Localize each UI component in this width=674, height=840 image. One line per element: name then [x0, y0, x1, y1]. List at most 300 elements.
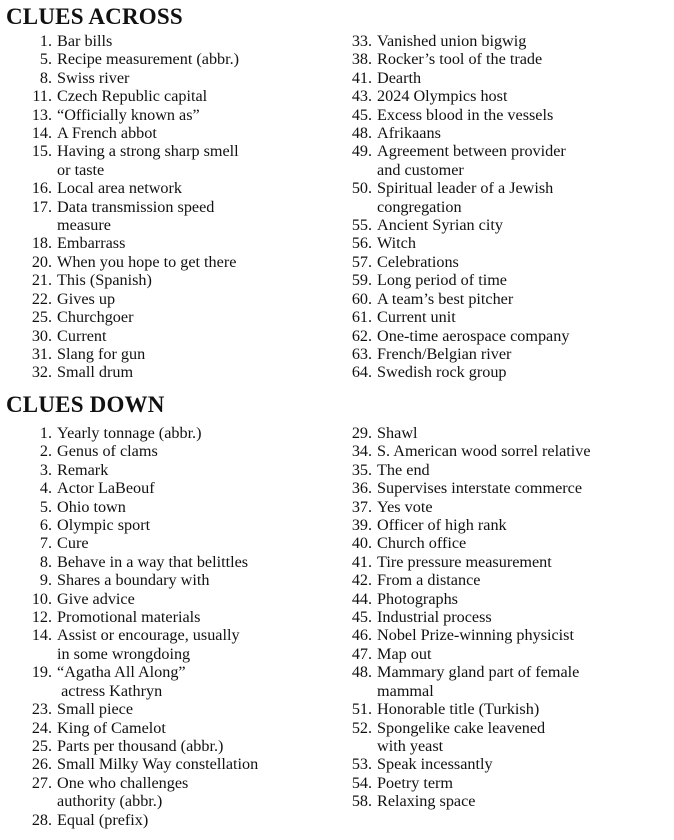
clue-number: 60 — [351, 289, 368, 308]
clue-item — [22, 87, 239, 105]
clue-number: 15 — [31, 142, 48, 161]
clue-text: Spongelike cake leavened — [377, 718, 546, 737]
clue-text: A French abbot — [57, 124, 157, 143]
clue-number-period: . — [368, 718, 373, 737]
clue-text: authority (abbr.) — [57, 792, 163, 811]
clue-continuation — [342, 198, 569, 216]
clue-text: congregation — [377, 197, 462, 216]
clues-down-right-column — [342, 424, 591, 811]
clue-continuation — [342, 682, 591, 700]
clue-item — [22, 461, 258, 479]
clue-number: 40 — [351, 534, 368, 553]
clues-down-left-column — [22, 424, 258, 829]
clue-number-period: . — [48, 87, 53, 106]
clue-text: Equal (prefix) — [57, 810, 149, 829]
clue-number-period: . — [48, 105, 53, 124]
clue-number: 6 — [39, 516, 48, 535]
clue-number-period: . — [48, 571, 53, 590]
clue-number-period: . — [368, 571, 373, 590]
clue-number-period: . — [368, 142, 373, 161]
clue-number-period: . — [48, 460, 53, 479]
clue-number-period: . — [368, 479, 373, 498]
clue-number: 61 — [351, 308, 368, 327]
clue-item — [342, 553, 591, 571]
clue-number: 53 — [351, 755, 368, 774]
clue-number: 63 — [351, 344, 368, 363]
clue-number: 30 — [31, 326, 48, 345]
clue-number: 32 — [31, 363, 48, 382]
clue-item — [342, 290, 569, 308]
clue-item — [22, 479, 258, 497]
clue-text: Witch — [377, 234, 416, 253]
clue-text: Swedish rock group — [377, 363, 507, 382]
clue-item — [22, 234, 239, 252]
clue-text: “Officially known as” — [57, 105, 200, 124]
clue-number-period: . — [48, 608, 53, 627]
clue-text: King of Camelot — [57, 718, 166, 737]
clue-item — [342, 792, 591, 810]
clue-number: 26 — [31, 755, 48, 774]
clue-item — [342, 663, 591, 681]
clue-item — [342, 142, 569, 160]
clue-item — [22, 290, 239, 308]
clue-text: Embarrass — [57, 234, 126, 253]
clue-text: Slang for gun — [57, 344, 146, 363]
clue-text: S. American wood sorrel relative — [377, 442, 591, 461]
clue-number-period: . — [48, 552, 53, 571]
clue-number: 28 — [31, 810, 48, 829]
clue-text: Give advice — [57, 589, 135, 608]
clue-number-period: . — [48, 308, 53, 327]
clue-text: Relaxing space — [377, 792, 476, 811]
clue-text: Afrikaans — [377, 124, 441, 143]
clue-number: 11 — [32, 87, 48, 106]
clue-item — [342, 216, 569, 234]
clue-number-period: . — [48, 424, 53, 442]
clue-text: Nobel Prize-winning physicist — [377, 626, 574, 645]
clue-number: 17 — [31, 197, 48, 216]
clue-item — [22, 737, 258, 755]
clue-number-period: . — [48, 810, 53, 829]
clue-item — [342, 106, 569, 124]
clue-number-period: . — [48, 589, 53, 608]
clue-number: 42 — [351, 571, 368, 590]
clue-text: One who challenges — [57, 773, 189, 792]
clue-number: 14 — [31, 124, 48, 143]
clue-item — [342, 87, 569, 105]
clue-number: 36 — [351, 479, 368, 498]
clue-number — [22, 161, 48, 179]
clue-number-period: . — [368, 442, 373, 461]
clue-number: 48 — [351, 663, 368, 682]
clue-text: Officer of high rank — [377, 516, 507, 535]
clue-item — [22, 308, 239, 326]
clue-text: Poetry term — [377, 773, 454, 792]
clue-number: 7 — [39, 534, 48, 553]
clue-text: in some wrongdoing — [57, 644, 191, 663]
clue-item — [342, 590, 591, 608]
clue-item — [22, 69, 239, 87]
clue-number: 4 — [39, 479, 48, 498]
clue-number: 10 — [31, 589, 48, 608]
clue-number-period: . — [48, 179, 53, 198]
clue-item — [22, 124, 239, 142]
clue-text: Ancient Syrian city — [377, 216, 503, 235]
clue-item — [342, 534, 591, 552]
clue-item — [342, 308, 569, 326]
clue-item — [342, 253, 569, 271]
clue-number-period: . — [368, 700, 373, 719]
clue-number: 18 — [31, 234, 48, 253]
clue-item — [22, 424, 258, 442]
clue-number: 14 — [31, 626, 48, 645]
clue-text: Honorable title (Turkish) — [377, 700, 540, 719]
clue-item — [342, 327, 569, 345]
clue-number: 39 — [351, 516, 368, 535]
clue-text: Czech Republic capital — [57, 87, 208, 106]
clue-item — [342, 69, 569, 87]
clue-text: Vanished union bigwig — [377, 32, 527, 50]
clue-number-period: . — [368, 497, 373, 516]
clue-text: Small piece — [57, 700, 134, 719]
clue-item — [22, 327, 239, 345]
clue-number-period: . — [368, 68, 373, 87]
clue-item — [22, 590, 258, 608]
clue-text: Ohio town — [57, 497, 126, 516]
clue-number: 50 — [351, 179, 368, 198]
clues-down-heading: CLUES DOWN — [6, 392, 165, 417]
clue-number: 54 — [351, 773, 368, 792]
clue-number — [22, 216, 48, 234]
clue-item — [22, 719, 258, 737]
clue-item — [22, 553, 258, 571]
clue-item — [22, 179, 239, 197]
clue-text: Tire pressure measurement — [377, 552, 552, 571]
clues-across-right-column — [342, 32, 569, 382]
clue-number: 5 — [39, 497, 48, 516]
clue-text: Recipe measurement (abbr.) — [57, 50, 240, 69]
clue-number: 38 — [351, 50, 368, 69]
clue-item — [342, 271, 569, 289]
clue-number-period: . — [368, 773, 373, 792]
clue-text: French/Belgian river — [377, 344, 512, 363]
clue-number-period: . — [48, 663, 53, 682]
clue-number — [342, 682, 368, 700]
clue-text: Genus of clams — [57, 442, 158, 461]
clue-item — [22, 755, 258, 773]
clue-number-period: . — [368, 271, 373, 290]
clue-item — [22, 571, 258, 589]
clue-text: Map out — [377, 644, 432, 663]
clue-number: 16 — [31, 179, 48, 198]
clue-text: A team’s best pitcher — [377, 289, 514, 308]
clue-item — [22, 198, 239, 216]
clue-number-period: . — [48, 326, 53, 345]
clue-text: Churchgoer — [57, 308, 134, 327]
clue-text: Shares a boundary with — [57, 571, 210, 590]
clue-item — [22, 50, 239, 68]
clue-number — [22, 682, 48, 700]
clue-text: Olympic sport — [57, 516, 151, 535]
clue-number-period: . — [48, 479, 53, 498]
clue-item — [342, 461, 591, 479]
clue-continuation — [22, 645, 258, 663]
clue-number: 25 — [31, 308, 48, 327]
clue-number-period: . — [48, 142, 53, 161]
clue-text: Mammary gland part of female — [377, 663, 580, 682]
clue-text: Cure — [57, 534, 89, 553]
clue-item — [22, 345, 239, 363]
clue-number: 1 — [39, 424, 48, 442]
clue-text: This (Spanish) — [57, 271, 152, 290]
clue-item — [22, 32, 239, 50]
clue-item — [22, 363, 239, 381]
clue-number-period: . — [368, 344, 373, 363]
clue-number: 37 — [351, 497, 368, 516]
clue-continuation — [342, 161, 569, 179]
clue-number: 45 — [351, 105, 368, 124]
clue-item — [22, 142, 239, 160]
clue-number-period: . — [48, 363, 53, 382]
clue-number-period: . — [368, 308, 373, 327]
clue-number — [22, 645, 48, 663]
clue-text: Yes vote — [377, 497, 433, 516]
clue-number: 8 — [39, 68, 48, 87]
clue-number: 62 — [351, 326, 368, 345]
clue-number: 1 — [39, 32, 48, 50]
clue-number-period: . — [368, 792, 373, 811]
clue-number-period: . — [48, 773, 53, 792]
clue-number: 21 — [31, 271, 48, 290]
clue-number: 46 — [351, 626, 368, 645]
clue-item — [342, 32, 569, 50]
clue-number-period: . — [48, 755, 53, 774]
clue-text: mammal — [377, 681, 434, 700]
clue-text: 2024 Olympics host — [377, 87, 508, 106]
clue-number: 13 — [31, 105, 48, 124]
clue-number: 44 — [351, 589, 368, 608]
clue-text: From a distance — [377, 571, 481, 590]
clue-item — [22, 608, 258, 626]
clue-number: 27 — [31, 773, 48, 792]
clue-number: 9 — [39, 571, 48, 590]
clue-number: 41 — [351, 552, 368, 571]
clue-item — [22, 498, 258, 516]
clue-number: 47 — [351, 644, 368, 663]
clue-number: 23 — [31, 700, 48, 719]
clue-item — [342, 424, 591, 442]
clue-number-period: . — [48, 32, 53, 50]
clue-number-period: . — [48, 534, 53, 553]
clue-number-period: . — [48, 252, 53, 271]
clue-number-period: . — [368, 50, 373, 69]
clue-item — [342, 442, 591, 460]
clue-number-period: . — [368, 32, 373, 50]
clue-number-period: . — [368, 552, 373, 571]
clue-number-period: . — [368, 124, 373, 143]
clue-number: 45 — [351, 608, 368, 627]
clue-item — [342, 774, 591, 792]
clue-text: Small Milky Way constellation — [57, 755, 259, 774]
clue-text: Promotional materials — [57, 608, 201, 627]
clue-text: One-time aerospace company — [377, 326, 570, 345]
clue-number: 51 — [351, 700, 368, 719]
clue-number-period: . — [48, 234, 53, 253]
clue-text: and customer — [377, 160, 464, 179]
clue-item — [22, 626, 258, 644]
clue-number: 25 — [31, 736, 48, 755]
clue-number-period: . — [48, 700, 53, 719]
clue-number-period: . — [48, 718, 53, 737]
clue-text: “Agatha All Along” — [57, 663, 186, 682]
clues-across-heading: CLUES ACROSS — [6, 4, 183, 29]
clue-number-period: . — [368, 289, 373, 308]
clue-text: Swiss river — [57, 68, 130, 87]
clue-number: 31 — [31, 344, 48, 363]
clue-number: 5 — [39, 50, 48, 69]
clues-across-left-column — [22, 32, 239, 382]
clue-number-period: . — [48, 289, 53, 308]
clue-text: Current — [57, 326, 107, 345]
clue-text: Dearth — [377, 68, 422, 87]
clue-number-period: . — [368, 460, 373, 479]
clue-number: 35 — [351, 460, 368, 479]
clue-text: Agreement between provider — [377, 142, 566, 161]
clue-number-period: . — [368, 644, 373, 663]
clue-text: Celebrations — [377, 252, 459, 271]
clue-number: 58 — [351, 792, 368, 811]
clue-number: 41 — [351, 68, 368, 87]
clue-item — [342, 645, 591, 663]
clue-number-period: . — [48, 68, 53, 87]
clue-text: Spiritual leader of a Jewish — [377, 179, 554, 198]
clue-item — [342, 571, 591, 589]
clue-number: 33 — [351, 32, 368, 50]
clue-number: 8 — [39, 552, 48, 571]
clue-number-period: . — [48, 197, 53, 216]
clue-number-period: . — [48, 497, 53, 516]
clue-item — [342, 755, 591, 773]
clue-number-period: . — [368, 424, 373, 442]
clue-item — [342, 608, 591, 626]
clue-number-period: . — [368, 87, 373, 106]
clue-number-period: . — [368, 326, 373, 345]
clue-text: Remark — [57, 460, 109, 479]
clue-number: 57 — [351, 252, 368, 271]
clue-text: Local area network — [57, 179, 182, 198]
clue-item — [342, 345, 569, 363]
clue-number: 29 — [351, 424, 368, 442]
clue-continuation — [22, 792, 258, 810]
clue-text: or taste — [57, 160, 105, 179]
clue-continuation — [22, 682, 258, 700]
clue-text: The end — [377, 460, 430, 479]
clue-continuation — [22, 161, 239, 179]
clue-text: Having a strong sharp smell — [57, 142, 239, 161]
clue-text: actress Kathryn — [57, 681, 163, 700]
clue-number: 19 — [31, 663, 48, 682]
clue-text: Current unit — [377, 308, 456, 327]
clue-number-period: . — [368, 626, 373, 645]
clue-number: 20 — [31, 252, 48, 271]
clue-text: Actor LaBeouf — [57, 479, 155, 498]
clue-number-period: . — [48, 124, 53, 143]
clue-number: 55 — [351, 216, 368, 235]
clue-number: 56 — [351, 234, 368, 253]
clue-text: Small drum — [57, 363, 134, 382]
clue-item — [22, 106, 239, 124]
clue-continuation — [342, 737, 591, 755]
clue-text: Gives up — [57, 289, 116, 308]
clue-item — [342, 719, 591, 737]
clue-number-period: . — [368, 608, 373, 627]
clue-item — [22, 811, 258, 829]
clue-number: 43 — [351, 87, 368, 106]
clue-item — [22, 700, 258, 718]
clue-text: Church office — [377, 534, 467, 553]
clue-item — [342, 516, 591, 534]
clue-number: 49 — [351, 142, 368, 161]
clue-item — [342, 124, 569, 142]
clue-number-period: . — [48, 442, 53, 461]
clue-text: Supervises interstate commerce — [377, 479, 583, 498]
clue-item — [22, 534, 258, 552]
clue-item — [22, 516, 258, 534]
clue-text: Industrial process — [377, 608, 492, 627]
clue-text: measure — [57, 216, 111, 235]
clue-text: with yeast — [377, 736, 444, 755]
clue-text: Long period of time — [377, 271, 507, 290]
clue-text: Data transmission speed — [57, 197, 215, 216]
clue-number: 2 — [39, 442, 48, 461]
clue-number-period: . — [368, 363, 373, 382]
clue-number: 12 — [31, 608, 48, 627]
clue-number — [342, 198, 368, 216]
clue-item — [22, 442, 258, 460]
clue-text: Photographs — [377, 589, 458, 608]
clue-number-period: . — [48, 50, 53, 69]
clue-number-period: . — [368, 755, 373, 774]
clue-number-period: . — [48, 344, 53, 363]
clue-number-period: . — [48, 516, 53, 535]
clue-item — [22, 253, 239, 271]
clue-item — [342, 626, 591, 644]
clue-number-period: . — [368, 234, 373, 253]
clue-number: 34 — [351, 442, 368, 461]
clue-number-period: . — [368, 663, 373, 682]
clue-text: Behave in a way that belittles — [57, 552, 249, 571]
clue-text: Speak incessantly — [377, 755, 493, 774]
clue-number-period: . — [368, 179, 373, 198]
clue-number-period: . — [48, 271, 53, 290]
clue-text: Shawl — [377, 424, 418, 442]
clue-text: Rocker’s tool of the trade — [377, 50, 543, 69]
clue-number — [342, 737, 368, 755]
clue-text: Assist or encourage, usually — [57, 626, 240, 645]
clue-number-period: . — [368, 534, 373, 553]
clue-item — [342, 179, 569, 197]
clue-item — [342, 700, 591, 718]
clue-number: 52 — [351, 718, 368, 737]
clue-number-period: . — [368, 252, 373, 271]
clue-number-period: . — [368, 516, 373, 535]
clue-number-period: . — [368, 105, 373, 124]
clue-number-period: . — [368, 216, 373, 235]
clue-number: 24 — [31, 718, 48, 737]
clue-text: Parts per thousand (abbr.) — [57, 736, 224, 755]
clue-continuation — [22, 216, 239, 234]
clue-number-period: . — [48, 736, 53, 755]
